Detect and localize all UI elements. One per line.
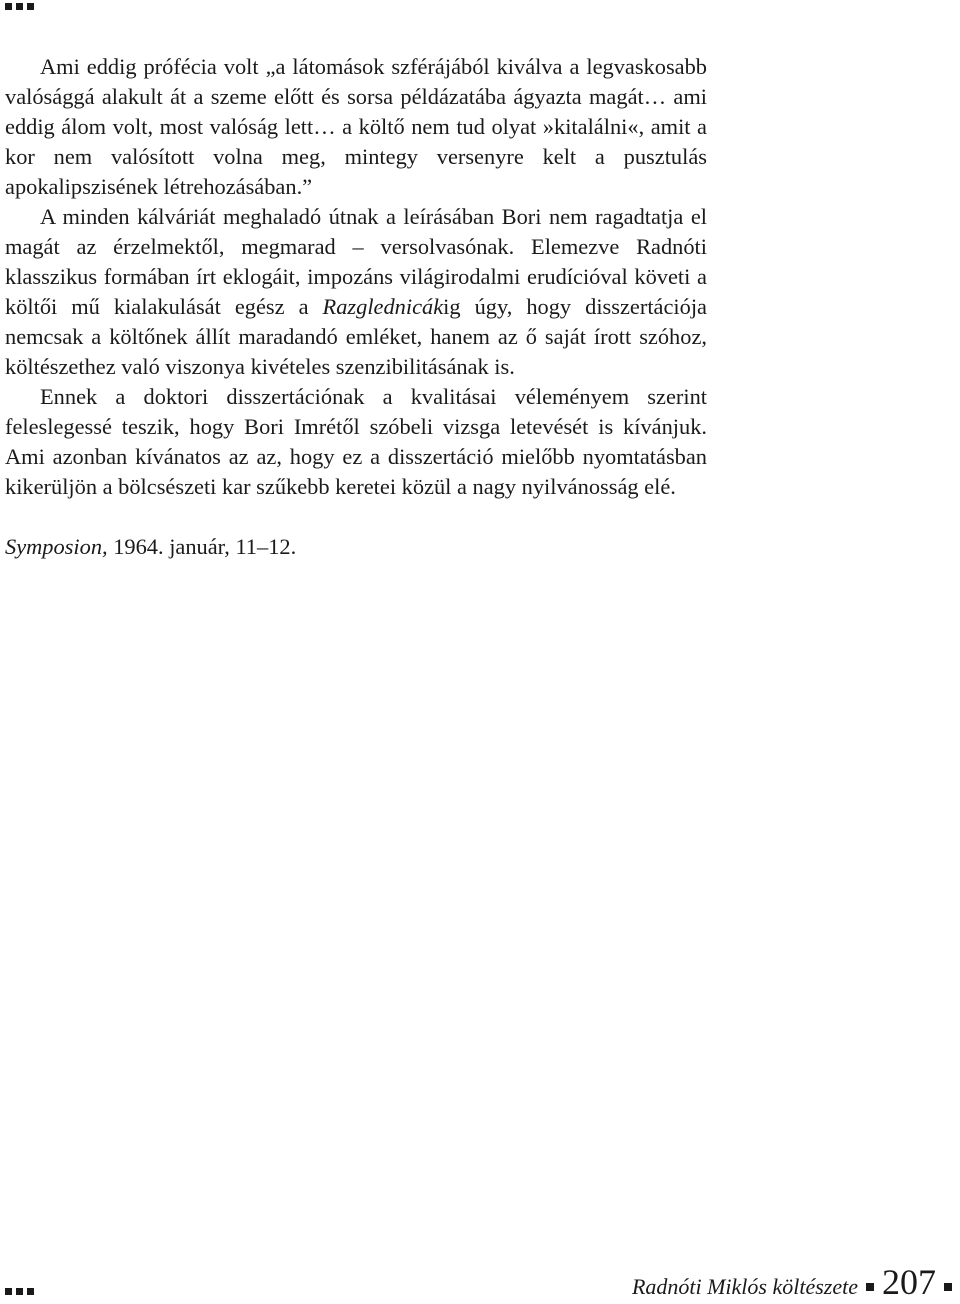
square-mark	[27, 1288, 34, 1295]
bottom-ornament	[5, 1288, 34, 1295]
square-mark	[16, 3, 23, 10]
square-mark	[27, 3, 34, 10]
citation-details: 1964. január, 11–12.	[107, 534, 297, 559]
square-mark	[5, 1288, 12, 1295]
square-mark	[866, 1283, 874, 1291]
square-mark	[5, 3, 12, 10]
page-number: 207	[882, 1262, 936, 1302]
running-title: Radnóti Miklós költészete	[631, 1274, 858, 1299]
body-text	[5, 52, 707, 562]
source-citation	[5, 532, 707, 562]
page-footer	[632, 1264, 952, 1300]
square-mark	[944, 1283, 952, 1291]
top-ornament	[5, 3, 34, 10]
book-title: Razglednicák	[322, 294, 444, 319]
journal-title: Symposion,	[5, 534, 108, 559]
paragraph-3: Ennek a doktori disszertációnak a kvalitásai véleményem szerint feleslegessé teszik, hogy Bori Imrétől szóbeli vizsga letevését is kívánjuk. Ami azonban kívánatos az az, hogy ez a disszertáció mielőbb nyomtatásban kikerüljön a bölcsészeti kar szűkebb keretei közül a nagy nyilvánosság elé.	[5, 384, 707, 499]
paragraph-1: Ami eddig prófécia volt „a látomások szférájából kiválva a legvaskosabb valósággá alakult át a szeme előtt és sorsa példázatába ágyazta magát… ami eddig álom volt, most valóság lett… a költő nem tud olyat »kitalálni«, amit a kor nem valósított volna meg, mintegy versenyre kelt a pusztulás apokalipszisének létrehozásában.”	[5, 54, 707, 199]
paragraph-2: A minden kálváriát meghaladó útnak a leírásában Bori nem ragadtatja el magát az érzelmektől, megmarad – versolvasónak. Elemezve Radnóti klasszikus formában írt eklogáit, impozáns világirodalmi erudícióval követi a költői mű kialakulását egész a Razglednicákig úgy, hogy disszertációja nemcsak a költőnek állít maradandó emléket, hanem az ő saját írott szóhoz, költészethez való viszonya kivételes szenzibilitásának is.	[5, 204, 707, 379]
square-mark	[16, 1288, 23, 1295]
